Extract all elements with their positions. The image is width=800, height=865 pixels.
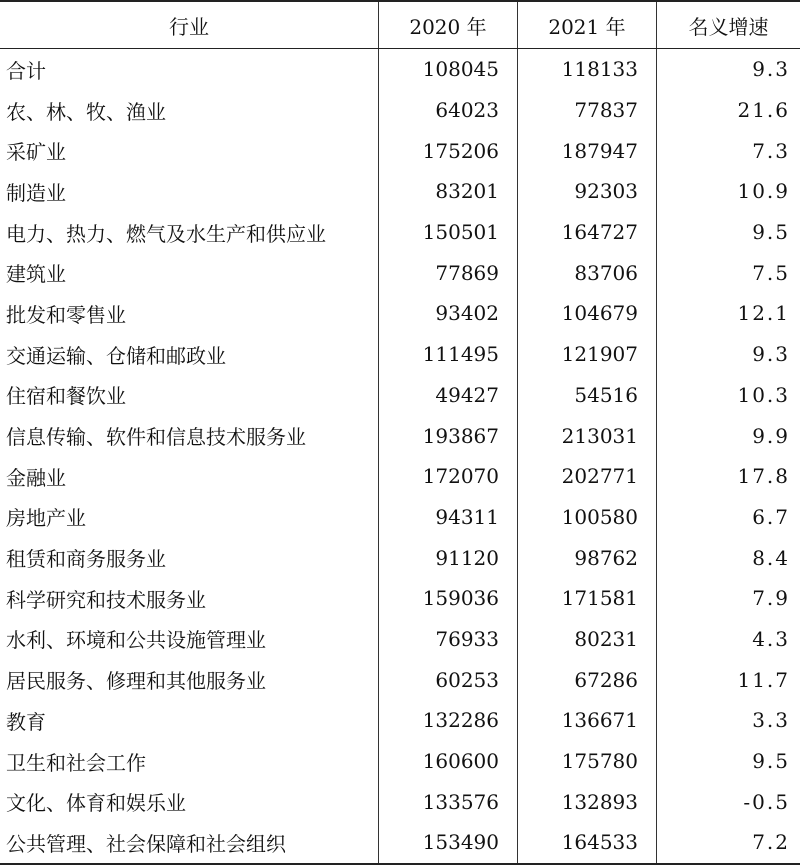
- table-row: [0, 334, 800, 375]
- table-row: [0, 456, 800, 497]
- industry-cell: 租赁和商务服务业: [6, 547, 166, 572]
- table-row: [0, 700, 800, 741]
- value-2020-cell: 193867: [378, 415, 517, 456]
- header-2021: 2021 年: [517, 2, 656, 48]
- value-2020-cell: 175206: [378, 130, 517, 171]
- growth-cell: 11.7: [656, 659, 800, 700]
- value-2020-cell: 64023: [378, 90, 517, 131]
- table-row: [0, 212, 800, 253]
- growth-cell: 10.9: [656, 171, 800, 212]
- growth-cell: 7.3: [656, 130, 800, 171]
- header-growth: 名义增速: [656, 2, 800, 48]
- value-2021-cell: 98762: [517, 537, 656, 578]
- industry-cell: 公共管理、社会保障和社会组织: [6, 831, 286, 856]
- value-2020-cell: 132286: [378, 700, 517, 741]
- growth-cell: 9.3: [656, 334, 800, 375]
- value-2021-cell: 77837: [517, 90, 656, 131]
- growth-cell: 9.5: [656, 741, 800, 782]
- industry-cell: 金融业: [6, 465, 66, 490]
- value-2021-cell: 171581: [517, 578, 656, 619]
- value-2020-cell: 76933: [378, 619, 517, 660]
- industry-cell: 卫生和社会工作: [6, 750, 146, 775]
- value-2021-cell: 175780: [517, 741, 656, 782]
- table-row: [0, 252, 800, 293]
- industry-cell: 交通运输、仓储和邮政业: [6, 343, 226, 368]
- growth-cell: 12.1: [656, 293, 800, 334]
- industry-cell: 合计: [6, 58, 46, 83]
- value-2020-cell: 150501: [378, 212, 517, 253]
- industry-cell: 文化、体育和娱乐业: [6, 791, 186, 816]
- industry-cell: 农、林、牧、渔业: [6, 99, 166, 124]
- table-header: [0, 0, 800, 49]
- value-2021-cell: 136671: [517, 700, 656, 741]
- table-row: [0, 619, 800, 660]
- table-row: [0, 415, 800, 456]
- industry-cell: 房地产业: [6, 506, 86, 531]
- value-2021-cell: 213031: [517, 415, 656, 456]
- industry-cell: 制造业: [6, 180, 66, 205]
- industry-cell: 采矿业: [6, 140, 66, 165]
- industry-cell: 建筑业: [6, 262, 66, 287]
- industry-cell: 教育: [6, 709, 46, 734]
- value-2021-cell: 67286: [517, 659, 656, 700]
- value-2021-cell: 132893: [517, 781, 656, 822]
- value-2021-cell: 100580: [517, 497, 656, 538]
- growth-cell: 7.5: [656, 252, 800, 293]
- table-row: [0, 497, 800, 538]
- value-2020-cell: 93402: [378, 293, 517, 334]
- value-2020-cell: 153490: [378, 822, 517, 863]
- growth-cell: 4.3: [656, 619, 800, 660]
- table-row: [0, 90, 800, 131]
- industry-cell: 批发和零售业: [6, 302, 126, 327]
- table-row: [0, 659, 800, 700]
- industry-cell: 住宿和餐饮业: [6, 384, 126, 409]
- value-2020-cell: 159036: [378, 578, 517, 619]
- growth-cell: 21.6: [656, 90, 800, 131]
- table-row: [0, 781, 800, 822]
- table-row: [0, 375, 800, 416]
- industry-cell: 信息传输、软件和信息技术服务业: [6, 425, 306, 450]
- table-row: [0, 822, 800, 863]
- value-2020-cell: 91120: [378, 537, 517, 578]
- value-2021-cell: 164727: [517, 212, 656, 253]
- growth-cell: 17.8: [656, 456, 800, 497]
- value-2021-cell: 164533: [517, 822, 656, 863]
- table-row: [0, 171, 800, 212]
- value-2020-cell: 49427: [378, 375, 517, 416]
- table-body: [0, 49, 800, 865]
- growth-cell: 7.2: [656, 822, 800, 863]
- value-2020-cell: 108045: [378, 49, 517, 90]
- table-row: [0, 578, 800, 619]
- growth-cell: -0.5: [656, 781, 800, 822]
- value-2021-cell: 92303: [517, 171, 656, 212]
- value-2021-cell: 121907: [517, 334, 656, 375]
- industry-cell: 水利、环境和公共设施管理业: [6, 628, 266, 653]
- value-2020-cell: 172070: [378, 456, 517, 497]
- value-2021-cell: 83706: [517, 252, 656, 293]
- growth-cell: 6.7: [656, 497, 800, 538]
- growth-cell: 9.3: [656, 49, 800, 90]
- industry-cell: 居民服务、修理和其他服务业: [6, 669, 266, 694]
- value-2020-cell: 133576: [378, 781, 517, 822]
- growth-cell: 9.9: [656, 415, 800, 456]
- value-2021-cell: 202771: [517, 456, 656, 497]
- growth-cell: 3.3: [656, 700, 800, 741]
- header-2020: 2020 年: [378, 2, 517, 48]
- value-2021-cell: 80231: [517, 619, 656, 660]
- industry-cell: 科学研究和技术服务业: [6, 587, 206, 612]
- table-row: [0, 49, 800, 90]
- growth-cell: 10.3: [656, 375, 800, 416]
- table-row: [0, 130, 800, 171]
- value-2021-cell: 54516: [517, 375, 656, 416]
- value-2021-cell: 118133: [517, 49, 656, 90]
- growth-cell: 8.4: [656, 537, 800, 578]
- table-row: [0, 741, 800, 782]
- value-2020-cell: 60253: [378, 659, 517, 700]
- table-row: [0, 293, 800, 334]
- table-row: [0, 537, 800, 578]
- value-2021-cell: 187947: [517, 130, 656, 171]
- growth-cell: 7.9: [656, 578, 800, 619]
- value-2020-cell: 94311: [378, 497, 517, 538]
- value-2020-cell: 160600: [378, 741, 517, 782]
- growth-cell: 9.5: [656, 212, 800, 253]
- value-2020-cell: 83201: [378, 171, 517, 212]
- header-industry: 行业: [169, 14, 209, 39]
- value-2021-cell: 104679: [517, 293, 656, 334]
- industry-cell: 电力、热力、燃气及水生产和供应业: [6, 221, 326, 246]
- value-2020-cell: 111495: [378, 334, 517, 375]
- value-2020-cell: 77869: [378, 252, 517, 293]
